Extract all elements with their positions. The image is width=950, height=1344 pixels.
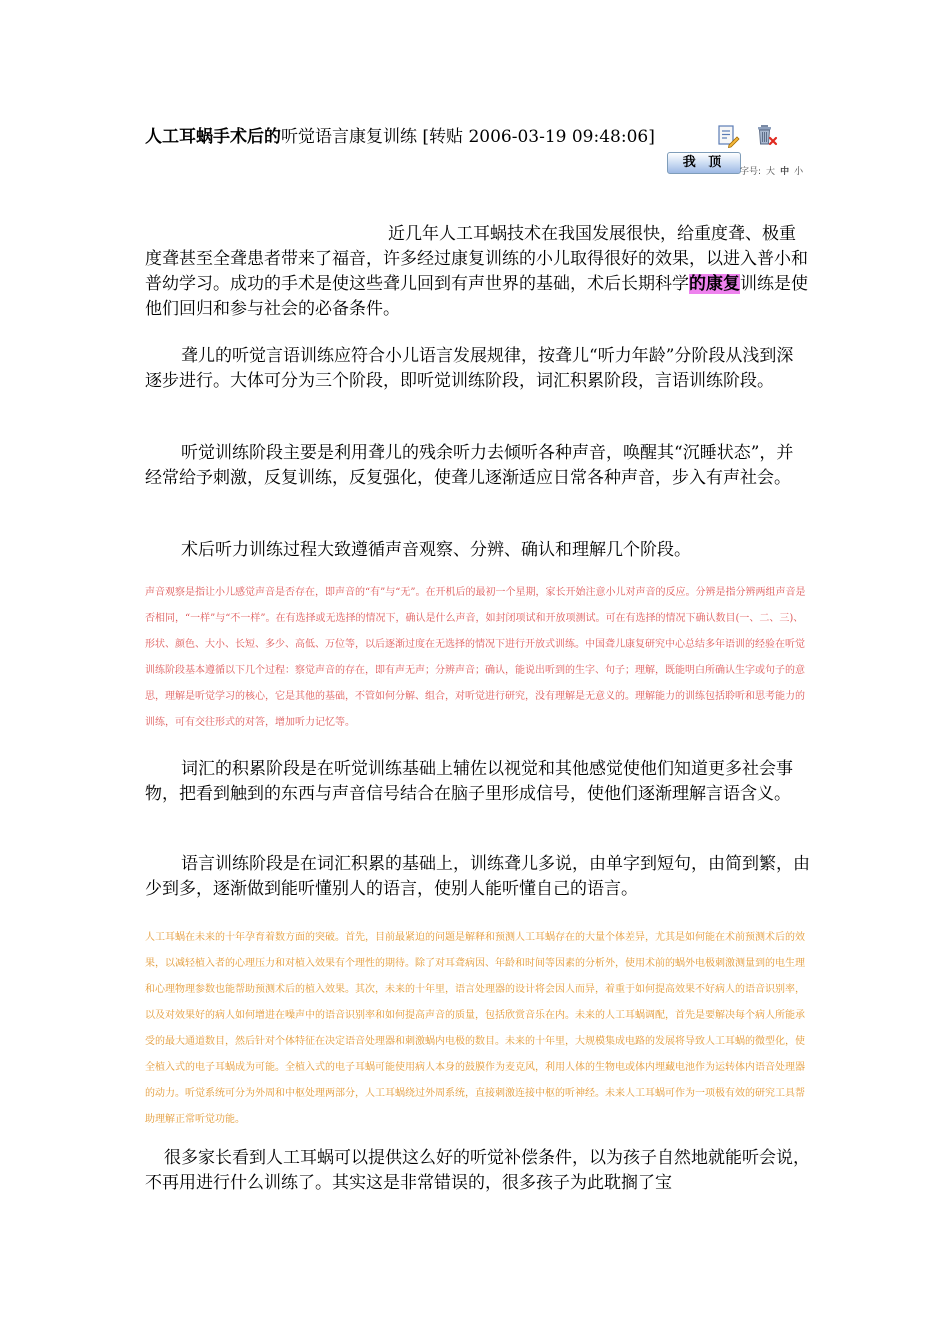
paragraph-stages: 聋儿的听觉言语训练应符合小儿语言发展规律，按聋儿“听力年龄”分阶段从浅到深逐步进行。大体可分为三个阶段，即听觉训练阶段，词汇积累阶段，言语训练阶段。 — [145, 346, 794, 391]
top-vote-button[interactable]: 我 顶 — [667, 152, 741, 174]
highlighted-text: 的康复 — [689, 274, 740, 294]
paragraph-training-process: 术后听力训练过程大致遵循声音观察、分辨、确认和理解几个阶段。 — [181, 540, 691, 560]
article-title-bold: 人工耳蜗手术后的 — [145, 127, 281, 147]
article-title-rest: 听觉语言康复训练 [转贴 2006-03-19 09:48:06] — [281, 127, 655, 147]
font-size-large-link[interactable]: 大 — [766, 167, 776, 177]
note-listening-detail: 声音观察是指让小儿感觉声音是否存在，即声音的“有”与“无”。在开机后的最初一个星期，家长开始注意小儿对声音的反应。分辨是指分辨两组声音是否相同，“一样”与“不一样”。在有选择或无选择的情况下，确认是什么声音，如封闭项试和开放项测试。可在有选择的情况下确认数目(一、二、三)、形状、颜色、大小、长短、多少、高低、万位等，以后逐渐过度在无选择的情况下进行开放式训练。中国聋儿康复研究中心总结多年语训的经验在听觉训练阶段基本遵循以下几个过程：察觉声音的存在，即有声无声；分辨声音；确认，能说出听到的生字、句子；理解，既能明白所确认生字或句子的意思，理解是听觉学习的核心，它是其他的基础，不管如何分解、组合，对听觉进行研究，没有理解是无意义的。理解能力的训练包括聆听和思考能力的训练，可有交往形式的对答，增加听力记忆等。 — [145, 587, 806, 728]
edit-note-icon[interactable] — [716, 124, 740, 148]
article-title — [145, 126, 785, 148]
paragraph-intro-text: 近几年人工耳蜗技术在我国发展很快，给重度聋、极重度聋甚至全聋患者带来了福音，许多经过康复训练的小儿取得很好的效果，以进入普小和普幼学习。成功的手术是使这些聋儿回到有声世界的基础，术后长期科学 — [145, 224, 808, 294]
paragraph-intro-text-end: 训练是使他们回归和参与社会的必备条件。 — [145, 274, 808, 319]
paragraph-language-stage: 语言训练阶段是在词汇积累的基础上，训练聋儿多说，由单字到短句，由简到繁，由少到多，逐渐做到能听懂别人的语言，使别人能听懂自己的语言。 — [145, 854, 810, 899]
paragraph-parents: 很多家长看到人工耳蜗可以提供这么好的听觉补偿条件，以为孩子自然地就能听会说，不再用进行什么训练了。其实这是非常错误的，很多孩子为此耽搁了宝 — [145, 1148, 810, 1193]
paragraph-intro — [145, 222, 810, 322]
paragraph-listening-stage: 听觉训练阶段主要是利用聋儿的残余听力去倾听各种声音，唤醒其“沉睡状态”，并经常给予刺激，反复训练，反复强化，使聋儿逐渐适应日常各种声音，步入有声社会。 — [145, 443, 794, 488]
font-size-small-link[interactable]: 小 — [794, 167, 804, 177]
note-future-cochlear: 人工耳蜗在未来的十年孕育着数方面的突破。首先，目前最紧迫的问题是解释和预测人工耳蜗存在的大量个体差异，尤其是如何能在术前预测术后的效果，以减轻植入者的心理压力和对植入效果有个理性的期待。除了对耳聋病因、年龄和时间等因素的分析外，使用术前的蜗外电极刺激测量到的电生理和心理物理参数也能帮助预测术后的植入效果。其次，未来的十年里，语言处理器的设计将会因人而异，着重于如何提高效果不好病人的语音识别率，以及对效果好的病人如何增进在噪声中的语音识别率和如何提高声音的质量，包括欣赏音乐在内。未来的人工耳蜗调配，首先是要解决每个病人所能承受的最大通道数目，然后针对个体特征在决定语音处理器和刺激蜗内电极的数目。未来的十年里，大规模集成电路的发展将导致人工耳蜗的微型化，使全植入式的电子耳蜗成为可能。全植入式的电子耳蜗可能使用病人本身的鼓膜作为麦克风，利用人体的生物电或体内埋藏电池作为运转体内语音处理器的动力。听觉系统可分为外周和中枢处理两部分，人工耳蜗绕过外周系统，直接刺激连接中枢的听神经。未来人工耳蜗可作为一项极有效的研究工具帮助理解正常听觉功能。 — [145, 932, 805, 1125]
font-size-control — [740, 164, 803, 177]
font-size-medium-link[interactable]: 中 — [780, 167, 790, 177]
font-size-label: 字号: — [740, 167, 762, 177]
recycle-bin-icon[interactable] — [755, 123, 779, 147]
paragraph-vocabulary-stage: 词汇的积累阶段是在听觉训练基础上辅佐以视觉和其他感觉使他们知道更多社会事物，把看到触到的东西与声音信号结合在脑子里形成信号，使他们逐渐理解言语含义。 — [145, 759, 793, 804]
